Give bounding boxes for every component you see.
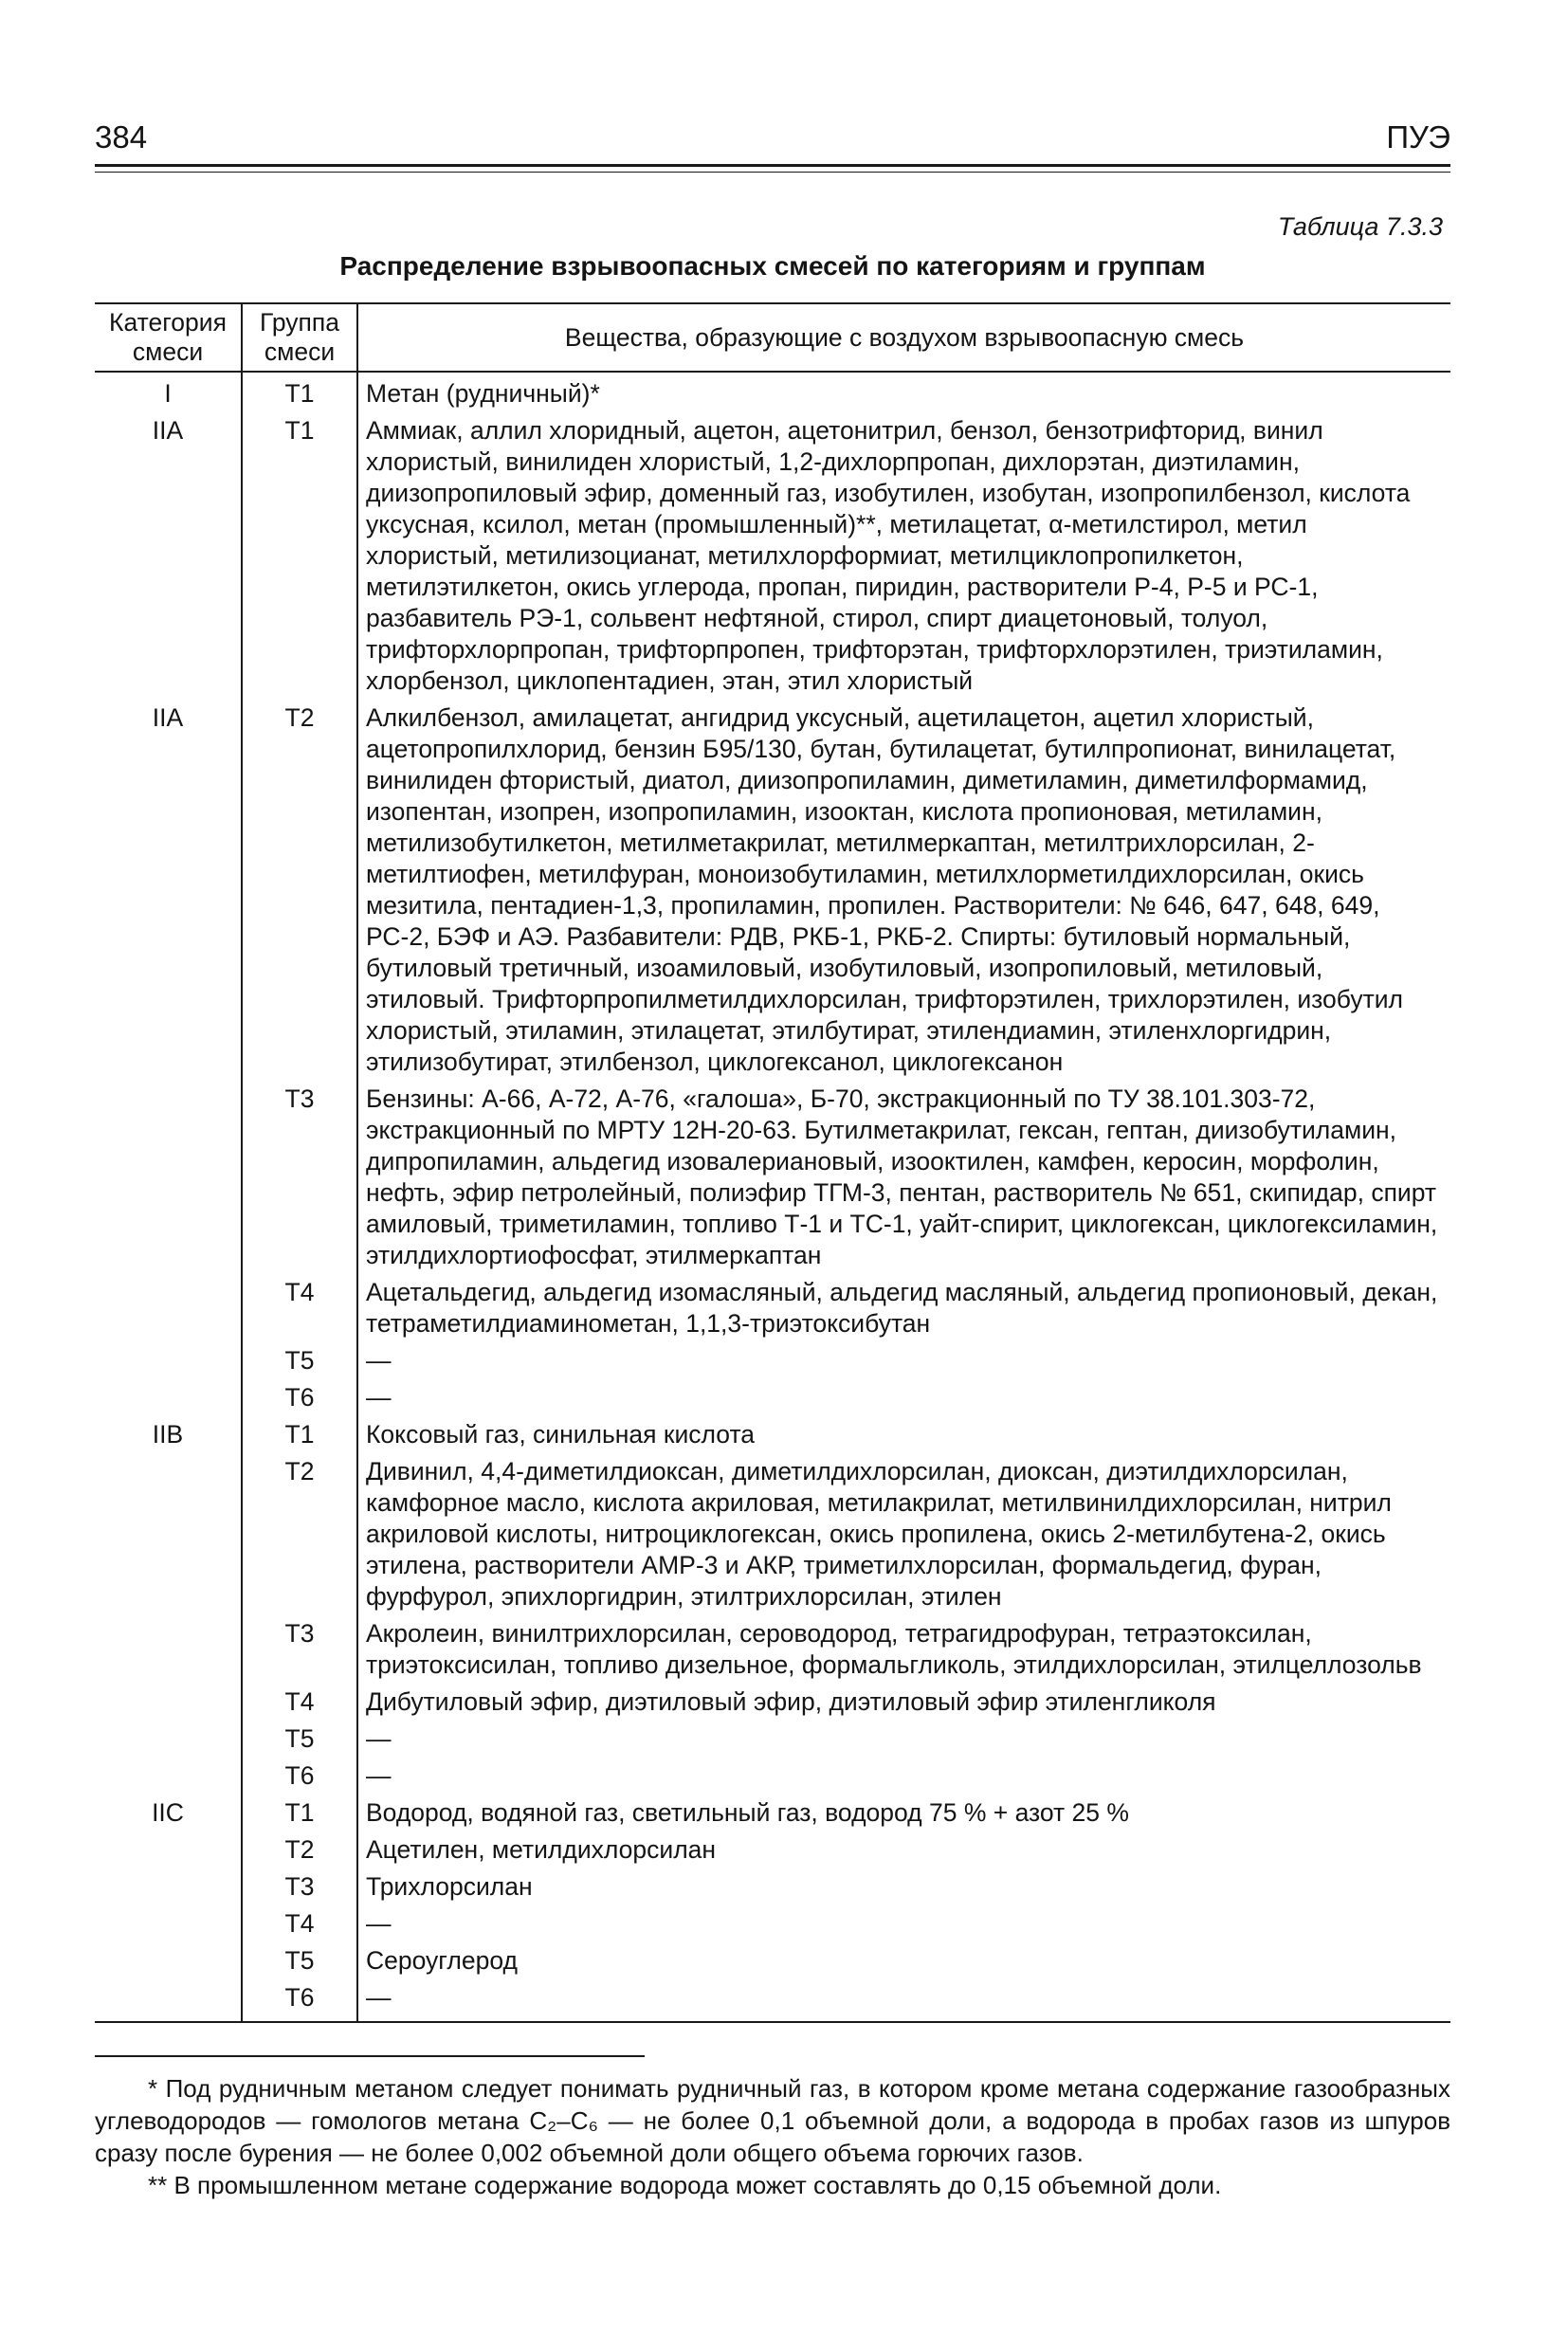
substances-cell: — xyxy=(357,1380,1450,1417)
category-cell xyxy=(95,1832,242,1869)
category-cell xyxy=(95,1380,242,1417)
column-header-category: Категория смеси xyxy=(95,303,242,372)
mixtures-table xyxy=(95,302,1450,2023)
category-cell xyxy=(95,1943,242,1980)
table-row xyxy=(95,413,1450,701)
table-row xyxy=(95,1832,1450,1869)
substances-cell: — xyxy=(357,1980,1450,2022)
group-cell: Т4 xyxy=(242,1906,357,1943)
category-cell xyxy=(95,1082,242,1275)
group-cell: Т2 xyxy=(242,701,357,1082)
group-cell: Т1 xyxy=(242,413,357,701)
footnote-rule xyxy=(95,2055,645,2057)
table-row xyxy=(95,1616,1450,1685)
group-cell: Т6 xyxy=(242,1759,357,1795)
table-row xyxy=(95,1980,1450,2022)
group-cell: Т5 xyxy=(242,1722,357,1759)
table-row xyxy=(95,1722,1450,1759)
substances-cell: Метан (рудничный)* xyxy=(357,372,1450,413)
group-cell: Т6 xyxy=(242,1380,357,1417)
category-cell xyxy=(95,1275,242,1343)
group-cell: Т5 xyxy=(242,1943,357,1980)
running-title: ПУЭ xyxy=(1386,119,1450,155)
table-row xyxy=(95,372,1450,413)
table-row xyxy=(95,1795,1450,1832)
group-cell: Т1 xyxy=(242,1795,357,1832)
table-row xyxy=(95,1343,1450,1380)
category-cell xyxy=(95,1343,242,1380)
category-cell: IIC xyxy=(152,1798,184,1827)
category-cell: I xyxy=(164,379,172,408)
column-header-group: Группа смеси xyxy=(242,303,357,372)
substances-cell: Аммиак, аллил хлоридный, ацетон, ацетонитрил, бензол, бензотрифторид, винил хлористый, винилиден хлористый, 1,2-дихлорпропан, дихлорэтан, диэтиламин, диизопропиловый эфир, доменный газ, изобутилен, изобутан, изопропилбензол, кислота уксусная, ксилол, метан (промышленный)**, метилацетат, α-метилстирол, метил хлористый, метилизоцианат, метилхлорформиат, метилциклопропилкетон, метилэтилкетон, окись углерода, пропан, пиридин, растворители Р-4, Р-5 и РС-1, разбавитель РЭ-1, сольвент нефтяной, стирол, спирт диацетоновый, толуол, трифторхлорпропан, трифторпропен, трифторэтан, трифторхлорэтилен, триэтиламин, хлорбензол, циклопентадиен, этан, этил хлористый xyxy=(357,413,1450,701)
header-rule xyxy=(95,164,1450,167)
substances-cell: — xyxy=(357,1906,1450,1943)
table-row xyxy=(95,1759,1450,1795)
substances-cell: Дивинил, 4,4-диметилдиоксан, диметилдихлорсилан, диоксан, диэтилдихлорсилан, камфорное масло, кислота акриловая, метилакрилат, метилвинилдихлорсилан, нитрил акриловой кислоты, нитроциклогексан, окись пропилена, окись 2-метилбутена-2, окись этилена, растворители АМР-3 и АКР, триметилхлорсилан, формальдегид, фуран, фурфурол, эпихлоргидрин, этилтрихлорсилан, этилен xyxy=(357,1454,1450,1616)
substances-cell: Ацетальдегид, альдегид изомасляный, альдегид масляный, альдегид пропионовый, декан, тетраметилдиаминометан, 1,1,3-триэтоксибутан xyxy=(357,1275,1450,1343)
substances-cell: — xyxy=(357,1759,1450,1795)
substances-cell: Алкилбензол, амилацетат, ангидрид уксусный, ацетилацетон, ацетил хлористый, ацетопропилхлорид, бензин Б95/130, бутан, бутилацетат, бутилпропионат, винилацетат, винилиден фтористый, диатол, диизопропиламин, диметиламин, диметилформамид, изопентан, изопрен, изопропиламин, изооктан, кислота пропионовая, метиламин, метилизобутилкетон, метилметакрилат, метилмеркаптан, метилтрихлорсилан, 2-метилтиофен, метилфуран, моноизобутиламин, метилхлорметилдихлорсилан, окись мезитила, пентадиен-1,3, пропиламин, пропилен. Растворители: № 646, 647, 648, 649, РС-2, БЭФ и АЭ. Разбавители: РДВ, РКБ-1, РКБ-2. Спирты: бутиловый нормальный, бутиловый третичный, изоамиловый, изобутиловый, изопропиловый, метиловый, этиловый. Трифторпропилметилдихлорсилан, трифторэтилен, трихлорэтилен, изобутил хлористый, этиламин, этилацетат, этилбутират, этилендиамин, этиленхлоргидрин, этилизобутират, этилбензол, циклогексанол, циклогексанон xyxy=(357,701,1450,1082)
table-row xyxy=(95,1943,1450,1980)
table-row xyxy=(95,701,1450,1082)
substances-cell: — xyxy=(357,1343,1450,1380)
group-cell: Т4 xyxy=(242,1685,357,1722)
footnote-1: * Под рудничным метаном следует понимать рудничный газ, в котором кроме метана содержание газообразных углеводородов — гомологов метана С₂–С₆ — не более 0,1 объемной доли, а водорода в пробах газов из шпуров сразу после бурения — не более 0,002 объемной доли общего объема горючих газов. xyxy=(95,2074,1450,2167)
substances-cell: Водород, водяной газ, светильный газ, водород 75 % + азот 25 % xyxy=(357,1795,1450,1832)
table-row xyxy=(95,1082,1450,1275)
category-cell: IIA xyxy=(152,703,184,732)
group-cell: Т3 xyxy=(242,1869,357,1906)
table-body xyxy=(95,372,1450,2022)
substances-cell: Акролеин, винилтрихлорсилан, сероводород, тетрагидрофуран, тетраэтоксилан, триэтоксисилан, топливо дизельное, формальгликоль, этилдихлорсилан, этилцеллозольв xyxy=(357,1616,1450,1685)
table-header-row xyxy=(95,303,1450,372)
substances-cell: Коксовый газ, синильная кислота xyxy=(357,1417,1450,1454)
footnotes xyxy=(95,2055,1450,2201)
document-page xyxy=(95,121,1450,2201)
category-cell xyxy=(95,1685,242,1722)
group-cell: Т3 xyxy=(242,1082,357,1275)
table-row xyxy=(95,1417,1450,1454)
group-cell: Т2 xyxy=(242,1454,357,1616)
table-title: Распределение взрывоопасных смесей по категориям и группам xyxy=(339,251,1206,281)
column-header-substances: Вещества, образующие с воздухом взрывоопасную смесь xyxy=(357,303,1450,372)
category-cell xyxy=(95,1759,242,1795)
category-cell: IIB xyxy=(152,1420,184,1449)
category-cell: IIA xyxy=(152,416,184,445)
group-cell: Т4 xyxy=(242,1275,357,1343)
substances-cell: Трихлорсилан xyxy=(357,1869,1450,1906)
table-row xyxy=(95,1906,1450,1943)
category-cell xyxy=(95,1616,242,1685)
group-cell: Т1 xyxy=(242,1417,357,1454)
page-number: 384 xyxy=(95,119,148,155)
table-row xyxy=(95,1380,1450,1417)
group-cell: Т3 xyxy=(242,1616,357,1685)
table-row xyxy=(95,1869,1450,1906)
substances-cell: Сероуглерод xyxy=(357,1943,1450,1980)
page-header xyxy=(95,121,1450,160)
table-row xyxy=(95,1685,1450,1722)
group-cell: Т5 xyxy=(242,1343,357,1380)
group-cell: Т1 xyxy=(242,372,357,413)
category-cell xyxy=(95,1906,242,1943)
category-cell xyxy=(95,1722,242,1759)
category-cell xyxy=(95,1454,242,1616)
footnote-2: ** В промышленном метане содержание водорода может составлять до 0,15 объемной доли. xyxy=(148,2171,1222,2199)
header-rule-thin xyxy=(95,172,1450,173)
category-cell xyxy=(95,1869,242,1906)
substances-cell: — xyxy=(357,1722,1450,1759)
table-row xyxy=(95,1275,1450,1343)
group-cell: Т2 xyxy=(242,1832,357,1869)
group-cell: Т6 xyxy=(242,1980,357,2022)
substances-cell: Ацетилен, метилдихлорсилан xyxy=(357,1832,1450,1869)
table-label: Таблица 7.3.3 xyxy=(1277,212,1443,241)
substances-cell: Дибутиловый эфир, диэтиловый эфир, диэтиловый эфир этиленгликоля xyxy=(357,1685,1450,1722)
table-row xyxy=(95,1454,1450,1616)
category-cell xyxy=(95,1980,242,2022)
substances-cell: Бензины: А-66, А-72, А-76, «галоша», Б-70, экстракционный по ТУ 38.101.303-72, экстракционный по МРТУ 12Н-20-63. Бутилметакрилат, гексан, гептан, диизобутиламин, дипропиламин, альдегид изовалериановый, изооктилен, камфен, керосин, морфолин, нефть, эфир петролейный, полиэфир ТГМ-3, пентан, растворитель № 651, скипидар, спирт амиловый, триметиламин, топливо Т-1 и ТС-1, уайт-спирит, циклогексан, циклогексиламин, этилдихлортиофосфат, этилмеркаптан xyxy=(357,1082,1450,1275)
